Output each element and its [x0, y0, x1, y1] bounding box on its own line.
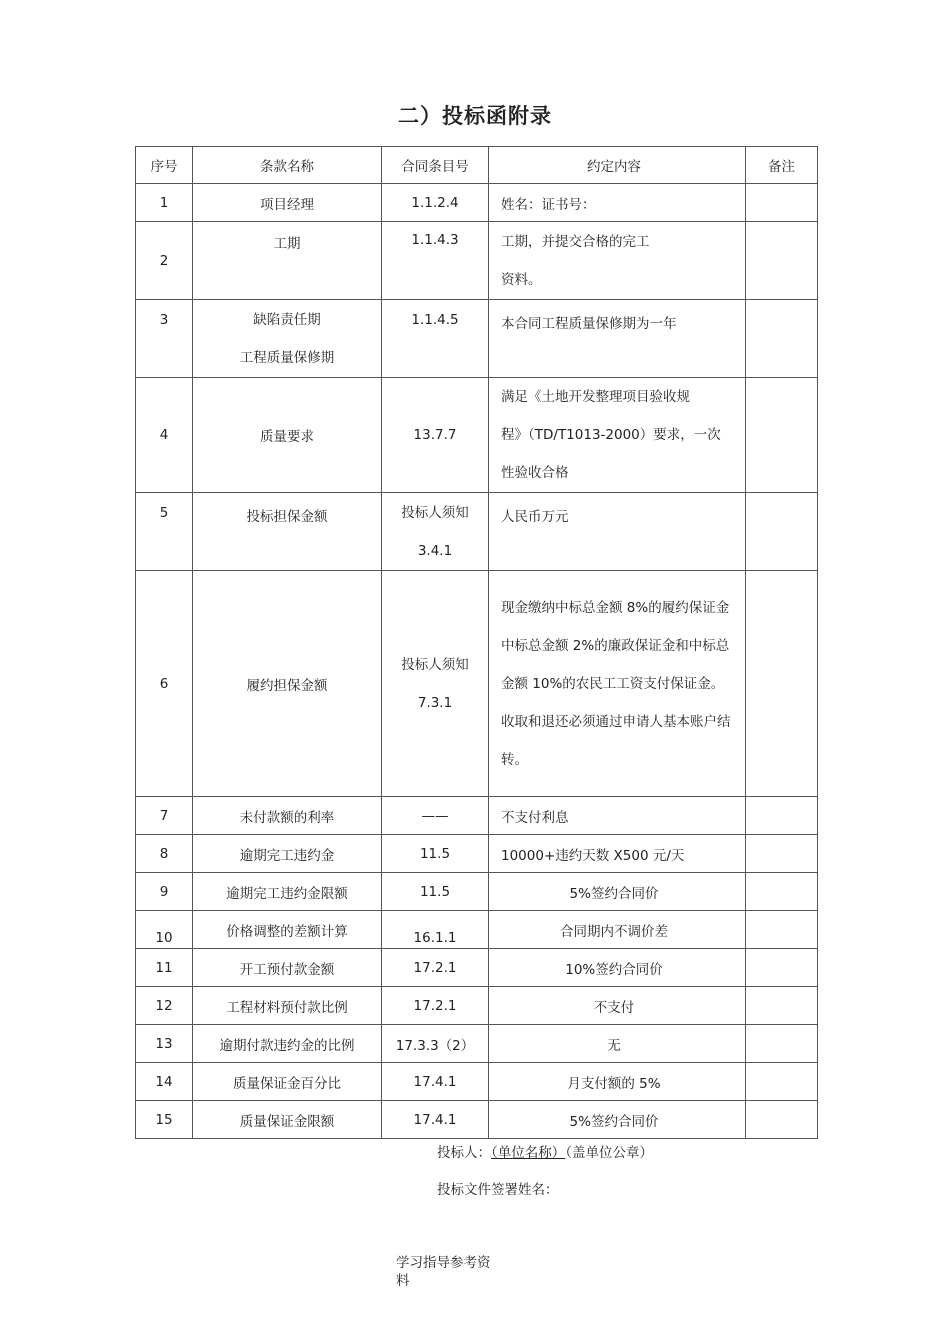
- row-no: 9: [136, 873, 193, 911]
- row-name: 开工预付款金额: [193, 949, 382, 987]
- table-row: [136, 835, 818, 873]
- row-name: 逾期完工违约金: [193, 835, 382, 873]
- header-ref: 合同条目号: [382, 147, 489, 184]
- content-line: 性验收合格: [501, 465, 569, 481]
- table-row: [136, 1025, 818, 1063]
- row-remark: [746, 184, 818, 222]
- page-title: 二）投标函附录: [398, 104, 552, 128]
- row-content: 5%签约合同价: [489, 1101, 746, 1139]
- table-row: [136, 1063, 818, 1101]
- header-remark: 备注: [746, 147, 818, 184]
- signatory-line: [437, 1178, 559, 1198]
- row-no: 5: [136, 493, 193, 571]
- row-ref: 1.1.4.3: [382, 222, 489, 300]
- row-ref: 1.1.4.5: [382, 300, 489, 378]
- bidder-seal-note: （盖单位公章）: [565, 1145, 653, 1161]
- row-ref: [382, 571, 489, 797]
- ref-line: 投标人须知: [401, 505, 469, 521]
- ref-line: 投标人须知: [401, 656, 469, 673]
- row-ref: 11.5: [382, 835, 489, 873]
- row-remark: [746, 1025, 818, 1063]
- row-remark: [746, 378, 818, 493]
- row-name: 工程材料预付款比例: [193, 987, 382, 1025]
- row-ref: 1.1.2.4: [382, 184, 489, 222]
- row-content: 10000+违约天数 X500 元/天: [489, 835, 746, 873]
- row-content: 人民币万元: [489, 493, 746, 571]
- row-no: 10: [136, 911, 193, 949]
- row-content: 合同期内不调价差: [489, 911, 746, 949]
- header-content: 约定内容: [489, 147, 746, 184]
- row-ref: 17.2.1: [382, 987, 489, 1025]
- row-ref: 16.1.1: [382, 911, 489, 949]
- row-no: 7: [136, 797, 193, 835]
- row-remark: [746, 493, 818, 571]
- table-row: [136, 911, 818, 949]
- row-content: [489, 378, 746, 493]
- row-no: 11: [136, 949, 193, 987]
- row-name: 质量保证金限额: [193, 1101, 382, 1139]
- row-content: 5%签约合同价: [489, 873, 746, 911]
- table-header-row: [136, 147, 818, 184]
- table-row: [136, 300, 818, 378]
- bidder-label: 投标人：: [437, 1145, 491, 1161]
- ref-line: 3.4.1: [417, 543, 453, 559]
- content-line: 现金缴纳中标总金额 8%的履约保证金: [501, 599, 730, 616]
- row-no: 1: [136, 184, 193, 222]
- table-row: [136, 873, 818, 911]
- row-remark: [746, 873, 818, 911]
- bidder-line: [437, 1141, 653, 1161]
- row-name: 未付款额的利率: [193, 797, 382, 835]
- content-line: 中标总金额 2%的廉政保证金和中标总: [501, 637, 730, 654]
- footer-line: 学习指导参考资: [396, 1255, 491, 1271]
- row-no: 4: [136, 378, 193, 493]
- row-no: 2: [136, 222, 193, 300]
- row-no: 15: [136, 1101, 193, 1139]
- row-no: 6: [136, 571, 193, 797]
- row-name: 逾期完工违约金限额: [193, 873, 382, 911]
- table-row: [136, 949, 818, 987]
- row-name: 投标担保金额: [193, 493, 382, 571]
- row-name: 履约担保金额: [193, 571, 382, 797]
- header-no: 序号: [136, 147, 193, 184]
- footer-line: 料: [396, 1273, 410, 1289]
- content-line: 收取和退还必须通过申请人基本账户结: [501, 713, 731, 730]
- row-remark: [746, 222, 818, 300]
- row-name: 质量保证金百分比: [193, 1063, 382, 1101]
- row-remark: [746, 1101, 818, 1139]
- table-row: [136, 222, 818, 300]
- table-row: [136, 571, 818, 797]
- row-ref: 17.3.3（2）: [382, 1025, 489, 1063]
- table-row: [136, 1101, 818, 1139]
- row-no: 13: [136, 1025, 193, 1063]
- row-content: 不支付: [489, 987, 746, 1025]
- content-line: 资料。: [501, 272, 542, 288]
- row-name: 项目经理: [193, 184, 382, 222]
- row-ref: 17.4.1: [382, 1063, 489, 1101]
- row-name: 逾期付款违约金的比例: [193, 1025, 382, 1063]
- table-row: [136, 987, 818, 1025]
- bidder-name-field: （单位名称）: [491, 1145, 566, 1161]
- row-no: 14: [136, 1063, 193, 1101]
- table-row: [136, 184, 818, 222]
- row-content: 不支付利息: [489, 797, 746, 835]
- header-name: 条款名称: [193, 147, 382, 184]
- appendix-table: [135, 146, 818, 1139]
- page-footer: [396, 1254, 506, 1290]
- row-content: [489, 571, 746, 797]
- row-content: 无: [489, 1025, 746, 1063]
- row-name: 价格调整的差额计算: [193, 911, 382, 949]
- row-no: 8: [136, 835, 193, 873]
- content-line: 程》（TD/T1013-2000）要求，一次: [501, 427, 721, 443]
- row-ref: ——: [382, 797, 489, 835]
- name-line: 缺陷责任期: [253, 312, 321, 328]
- content-line: 转。: [501, 751, 528, 768]
- row-no: 3: [136, 300, 193, 378]
- row-content: 本合同工程质量保修期为一年: [489, 300, 746, 378]
- row-remark: [746, 797, 818, 835]
- row-remark: [746, 987, 818, 1025]
- row-remark: [746, 571, 818, 797]
- row-no: 12: [136, 987, 193, 1025]
- row-content: [489, 222, 746, 300]
- content-line: 工期，并提交合格的完工: [501, 234, 650, 250]
- name-line: 工程质量保修期: [239, 350, 335, 366]
- row-content: 月支付额的 5%: [489, 1063, 746, 1101]
- table-row: [136, 493, 818, 571]
- row-ref: [382, 493, 489, 571]
- row-name: [193, 300, 382, 378]
- signatory-label: 投标文件签署姓名：: [437, 1182, 559, 1198]
- row-content: 10%签约合同价: [489, 949, 746, 987]
- row-ref: 17.2.1: [382, 949, 489, 987]
- row-remark: [746, 300, 818, 378]
- row-content: 姓名：证书号：: [489, 184, 746, 222]
- row-ref: 17.4.1: [382, 1101, 489, 1139]
- row-name: 质量要求: [193, 378, 382, 493]
- row-ref: 11.5: [382, 873, 489, 911]
- row-remark: [746, 835, 818, 873]
- row-remark: [746, 911, 818, 949]
- content-line: 满足《土地开发整理项目验收规: [501, 389, 690, 405]
- content-line: 金额 10%的农民工工资支付保证金。: [501, 675, 725, 692]
- ref-line: 7.3.1: [417, 694, 453, 711]
- row-ref: 13.7.7: [382, 378, 489, 493]
- table-row: [136, 378, 818, 493]
- row-remark: [746, 949, 818, 987]
- row-name: 工期: [193, 222, 382, 300]
- row-remark: [746, 1063, 818, 1101]
- table-row: [136, 797, 818, 835]
